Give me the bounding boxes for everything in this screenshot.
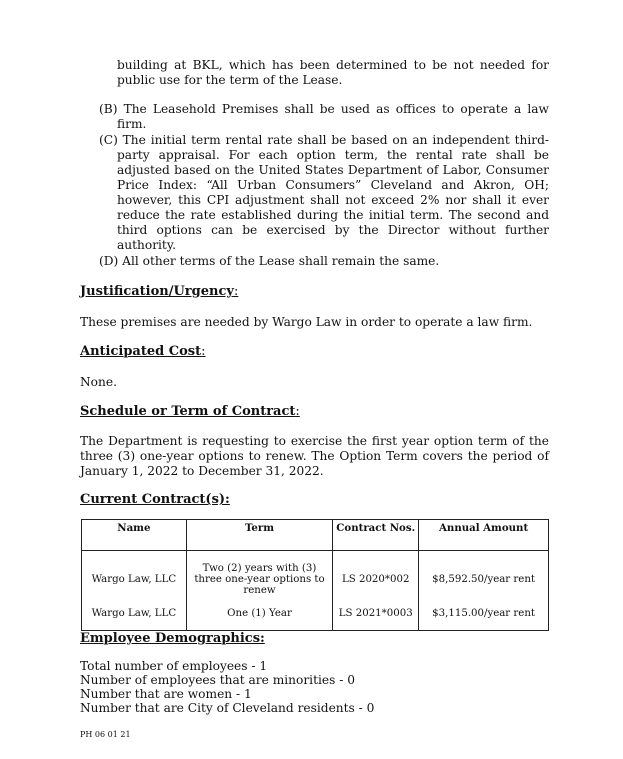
cost-heading-text: Anticipated Cost	[80, 344, 202, 359]
contracts-heading: Current Contract(s):	[80, 492, 230, 507]
cell-contract-no: LS 2021*0003	[333, 596, 419, 631]
table-row	[82, 596, 549, 631]
demographics-heading: Employee Demographics:	[80, 631, 265, 646]
footer-code: PH 06 01 21	[80, 730, 131, 739]
justification-heading	[80, 284, 238, 299]
column-header-annual-amount: Annual Amount	[419, 520, 549, 551]
cell-contract-no: LS 2020*002	[333, 551, 419, 597]
cell-term: Two (2) years with (3) three one-year options to renew	[186, 551, 333, 597]
schedule-text: The Department is requesting to exercise the first year option term of the three (3) one-year options to renew. The Option Term covers the period of January 1, 2022 to December 31, 2022.	[80, 434, 549, 478]
item-c	[99, 133, 549, 253]
cost-heading	[80, 344, 205, 359]
cell-name: Wargo Law, LLC	[82, 596, 187, 631]
schedule-heading	[80, 404, 300, 419]
schedule-heading-text: Schedule or Term of Contract	[80, 404, 296, 419]
column-header-name: Name	[82, 520, 187, 551]
item-d-text: (D) All other terms of the Lease shall remain the same.	[99, 254, 440, 268]
cost-heading-colon: :	[201, 344, 206, 359]
continuation-paragraph: building at BKL, which has been determined to be not needed for public use for the term of the Lease.	[117, 58, 549, 87]
cell-term: One (1) Year	[186, 596, 333, 631]
justification-heading-colon: :	[233, 284, 239, 299]
schedule-heading-colon: :	[295, 404, 300, 419]
contracts-table	[81, 519, 549, 631]
demographics-line: Total number of employees - 1	[80, 659, 268, 673]
demographics-line: Number of employees that are minorities - 0	[80, 673, 355, 687]
table-row	[82, 551, 549, 597]
item-b	[99, 102, 549, 132]
column-header-term: Term	[186, 520, 333, 551]
item-c-text: (C) The initial term rental rate shall be based on an independent third-party appraisal. For each option term, the rental rate shall be adjusted based on the United States Department of Labor, Consumer Price Index: “All Urban Consumers” Cleveland and Akron, OH; however, this CPI adjustment shall not exceed 2% nor shall it ever reduce the rate established during the initial term. The second and third options can be exercised by the Director without further authority.	[99, 133, 549, 252]
cost-text: None.	[80, 375, 117, 389]
demographics-line: Number that are women - 1	[80, 687, 252, 701]
column-header-contract-nos: Contract Nos.	[333, 520, 419, 551]
justification-heading-text: Justification/Urgency	[80, 284, 234, 299]
demographics-list	[80, 659, 374, 715]
justification-text: These premises are needed by Wargo Law in order to operate a law firm.	[80, 315, 533, 329]
cell-annual-amount: $8,592.50/year rent	[419, 551, 549, 597]
cell-name: Wargo Law, LLC	[82, 551, 187, 597]
item-b-text: (B) The Leasehold Premises shall be used as offices to operate a law firm.	[99, 102, 549, 131]
cell-annual-amount: $3,115.00/year rent	[419, 596, 549, 631]
demographics-line: Number that are City of Cleveland residents - 0	[80, 701, 375, 715]
table-header-row	[82, 520, 549, 551]
item-d	[99, 254, 549, 269]
